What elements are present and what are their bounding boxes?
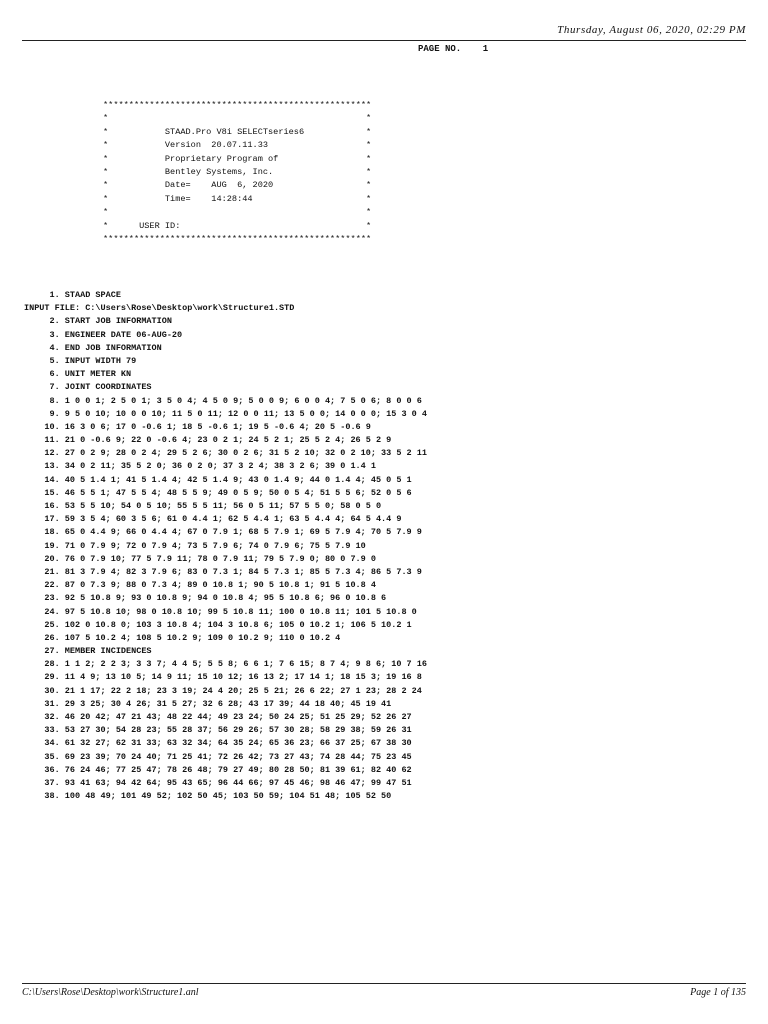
listing-line: 5. INPUT WIDTH 79	[24, 355, 137, 366]
listing-line: 35. 69 23 39; 70 24 40; 71 25 41; 72 26 42; 73 27 43; 74 28 44; 75 23 45	[24, 751, 412, 762]
listing-line: 28. 1 1 2; 2 2 3; 3 3 7; 4 4 5; 5 5 8; 6 6 1; 7 6 15; 8 7 4; 9 8 6; 10 7 16	[24, 659, 427, 670]
banner-line: * Date= AUG 6, 2020 *	[103, 180, 372, 191]
listing-line: 8. 1 0 0 1; 2 5 0 1; 3 5 0 4; 4 5 0 9; 5 0 0 9; 6 0 0 4; 7 5 0 6; 8 0 0 6	[24, 395, 422, 406]
input-echo-listing	[24, 289, 427, 803]
listing-line: 19. 71 0 7.9 9; 72 0 7.9 4; 73 5 7.9 6; 74 0 7.9 6; 75 5 7.9 10	[24, 540, 366, 551]
listing-line: 29. 11 4 9; 13 10 5; 14 9 11; 15 10 12; 16 13 2; 17 14 1; 18 15 3; 19 16 8	[24, 672, 422, 683]
listing-line: 11. 21 0 -0.6 9; 22 0 -0.6 4; 23 0 2 1; 24 5 2 1; 25 5 2 4; 26 5 2 9	[24, 435, 392, 446]
footer-file-path: C:\Users\Rose\Desktop\work\Structure1.anl	[22, 987, 199, 998]
footer-rule	[22, 983, 746, 984]
listing-line: 2. START JOB INFORMATION	[24, 316, 172, 327]
listing-line: 6. UNIT METER KN	[24, 369, 132, 380]
banner-line: * Proprietary Program of *	[103, 153, 372, 164]
banner-line: ****************************************************	[103, 100, 372, 110]
staad-banner	[103, 99, 371, 246]
listing-line: 23. 92 5 10.8 9; 93 0 10.8 9; 94 0 10.8 4; 95 5 10.8 6; 96 0 10.8 6	[24, 593, 387, 604]
report-datetime: Thursday, August 06, 2020, 02:29 PM	[557, 24, 746, 36]
listing-line: 20. 76 0 7.9 10; 77 5 7.9 11; 78 0 7.9 11; 79 5 7.9 0; 80 0 7.9 0	[24, 553, 376, 564]
listing-line: 32. 46 20 42; 47 21 43; 48 22 44; 49 23 24; 50 24 25; 51 25 29; 52 26 27	[24, 712, 412, 722]
listing-line: 31. 29 3 25; 30 4 26; 31 5 27; 32 6 28; 43 17 39; 44 18 40; 45 19 41	[24, 698, 392, 709]
banner-line: * *	[103, 113, 372, 124]
listing-line: 22. 87 0 7.3 9; 88 0 7.3 4; 89 0 10.8 1; 90 5 10.8 1; 91 5 10.8 4	[24, 580, 376, 591]
listing-line: 13. 34 0 2 11; 35 5 2 0; 36 0 2 0; 37 3 2 4; 38 3 2 6; 39 0 1.4 1	[24, 461, 376, 472]
listing-line: 3. ENGINEER DATE 06-AUG-20	[24, 329, 183, 340]
listing-line: 4. END JOB INFORMATION	[24, 342, 162, 353]
banner-line: * *	[103, 207, 372, 218]
footer-page-count: Page 1 of 135	[690, 987, 746, 998]
page-number-label: PAGE NO. 1	[418, 44, 489, 54]
banner-line: ****************************************************	[103, 234, 372, 245]
banner-line: * USER ID: *	[103, 220, 372, 231]
listing-line: 21. 81 3 7.9 4; 82 3 7.9 6; 83 0 7.3 1; 84 5 7.3 1; 85 5 7.3 4; 86 5 7.3 9	[24, 566, 422, 577]
listing-line: 9. 9 5 0 10; 10 0 0 10; 11 5 0 11; 12 0 0 11; 13 5 0 0; 14 0 0 0; 15 3 0 4	[24, 408, 427, 419]
listing-line: 12. 27 0 2 9; 28 0 2 4; 29 5 2 6; 30 0 2 6; 31 5 2 10; 32 0 2 10; 33 5 2 11	[24, 448, 427, 459]
listing-line: 30. 21 1 17; 22 2 18; 23 3 19; 24 4 20; 25 5 21; 26 6 22; 27 1 23; 28 2 24	[24, 685, 422, 696]
banner-line: * Version 20.07.11.33 *	[103, 140, 372, 151]
listing-line: 38. 100 48 49; 101 49 52; 102 50 45; 103 50 59; 104 51 48; 105 52 50	[24, 791, 392, 802]
banner-line: * STAAD.Pro V8i SELECTseries6 *	[103, 126, 372, 137]
listing-line: 25. 102 0 10.8 0; 103 3 10.8 4; 104 3 10.8 6; 105 0 10.2 1; 106 5 10.2 1	[24, 619, 412, 630]
listing-line: 37. 93 41 63; 94 42 64; 95 43 65; 96 44 66; 97 45 46; 98 46 47; 99 47 51	[24, 777, 412, 788]
listing-line: 17. 59 3 5 4; 60 3 5 6; 61 0 4.4 1; 62 5 4.4 1; 63 5 4.4 4; 64 5 4.4 9	[24, 514, 402, 525]
listing-line: 15. 46 5 5 1; 47 5 5 4; 48 5 5 9; 49 0 5 9; 50 0 5 4; 51 5 5 6; 52 0 5 6	[24, 487, 412, 498]
listing-line: 33. 53 27 30; 54 28 23; 55 28 37; 56 29 26; 57 30 28; 58 29 38; 59 26 31	[24, 725, 412, 736]
listing-line: 7. JOINT COORDINATES	[24, 382, 152, 393]
listing-line: 14. 40 5 1.4 1; 41 5 1.4 4; 42 5 1.4 9; 43 0 1.4 9; 44 0 1.4 4; 45 0 5 1	[24, 474, 412, 485]
listing-line: 34. 61 32 27; 62 31 33; 63 32 34; 64 35 24; 65 36 23; 66 37 25; 67 38 30	[24, 738, 412, 749]
banner-line: * Time= 14:28:44 *	[103, 193, 372, 204]
listing-line: 1. STAAD SPACE	[24, 290, 121, 300]
listing-line: 16. 53 5 5 10; 54 0 5 10; 55 5 5 11; 56 0 5 11; 57 5 5 0; 58 0 5 0	[24, 501, 382, 511]
listing-line: 36. 76 24 46; 77 25 47; 78 26 48; 79 27 49; 80 28 50; 81 39 61; 82 40 62	[24, 764, 412, 775]
listing-line: 27. MEMBER INCIDENCES	[24, 646, 152, 657]
banner-line: * Bentley Systems, Inc. *	[103, 167, 372, 178]
listing-line: 18. 65 0 4.4 9; 66 0 4.4 4; 67 0 7.9 1; 68 5 7.9 1; 69 5 7.9 4; 70 5 7.9 9	[24, 527, 422, 538]
listing-line: 24. 97 5 10.8 10; 98 0 10.8 10; 99 5 10.8 11; 100 0 10.8 11; 101 5 10.8 0	[24, 606, 417, 617]
listing-line: 26. 107 5 10.2 4; 108 5 10.2 9; 109 0 10.2 9; 110 0 10.2 4	[24, 632, 341, 643]
listing-line: 10. 16 3 0 6; 17 0 -0.6 1; 18 5 -0.6 1; 19 5 -0.6 4; 20 5 -0.6 9	[24, 421, 371, 432]
listing-line: INPUT FILE: C:\Users\Rose\Desktop\work\Structure1.STD	[24, 303, 295, 314]
header-rule	[22, 40, 746, 41]
